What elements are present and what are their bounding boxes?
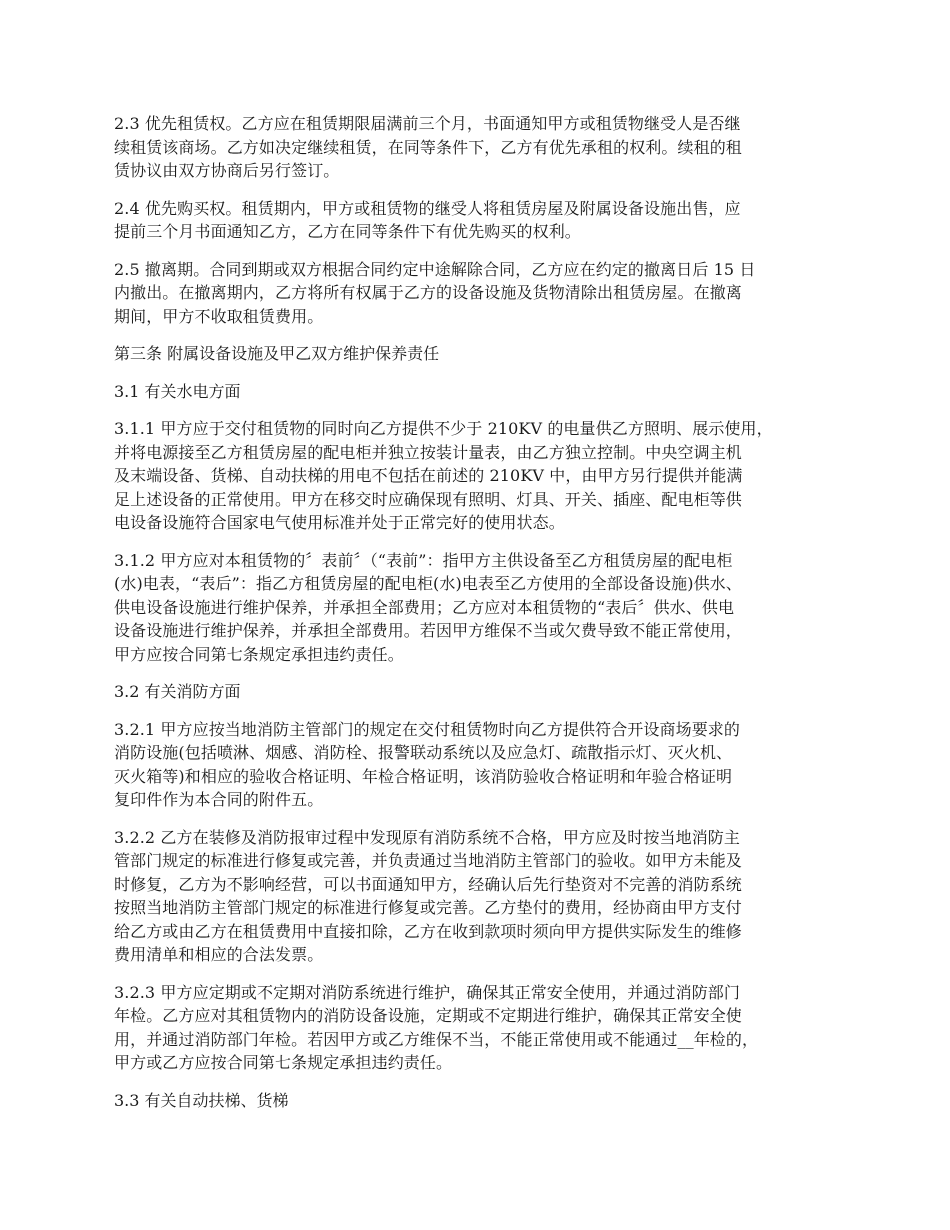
heading-text: 3.2 有关消防方面 [114, 682, 241, 701]
text-line: 2.4 优先购买权。租赁期内，甲方或租赁物的继受人将租赁房屋及附属设备设施出售，应 [114, 198, 741, 218]
paragraph-3-2-1 [114, 718, 854, 812]
text-line: 灭火箱等)和相应的验收合格证明、年检合格证明，该消防验收合格证明和年验合格证明 [114, 766, 733, 786]
text-line: 及末端设备、货梯、自动扶梯的用电不包括在前述的 210KV 中，由甲方另行提供并能满 [114, 466, 743, 485]
subsection-heading-3-2 [114, 680, 854, 704]
paragraph-2-5 [114, 258, 854, 329]
paragraph-3-2-3 [114, 981, 854, 1075]
paragraph-3-2-2 [114, 826, 854, 967]
text-line: 复印件作为本合同的附件五。 [114, 790, 324, 809]
text-line: 时修复，乙方为不影响经营，可以书面通知甲方，经确认后先行垫资对不完善的消防系统 [114, 874, 742, 894]
paragraph-3-1-1 [114, 417, 854, 535]
text-line: 3.2.3 甲方应定期或不定期对消防系统进行维护，确保其正常安全使用，并通过消防部门 [114, 982, 740, 1002]
text-line: 提前三个月书面通知乙方，乙方在同等条件下有优先购买的权利。 [114, 222, 581, 241]
text-line: 甲方或乙方应按合同第七条规定承担违约责任。 [114, 1053, 453, 1072]
heading-text: 3.3 有关自动扶梯、货梯 [114, 1090, 289, 1110]
text-line: 2.5 撤离期。合同到期或双方根据合同约定中途解除合同，乙方应在约定的撤离日后 15 日 [114, 259, 756, 279]
text-line: 甲方应按合同第七条规定承担违约责任。 [114, 644, 404, 664]
text-line: 给乙方或由乙方在租赁费用中直接扣除，乙方在收到款项时须向甲方提供实际发生的维修 [114, 921, 742, 941]
text-line: 设备设施进行维护保养，并承担全部费用。若因甲方维保不当或欠费导致不能正常使用， [114, 621, 742, 640]
text-line: 消防设施(包括喷淋、烟感、消防栓、报警联动系统以及应急灯、疏散指示灯、灭火机、 [114, 743, 733, 762]
text-line: 3.1.1 甲方应于交付租赁物的同时向乙方提供不少于 210KV 的电量供乙方照明、展示使用， [114, 419, 773, 438]
text-line: 年检。乙方应对其租赁物内的消防设备设施，定期或不定期进行维护，确保其正常安全使 [114, 1006, 742, 1025]
text-line: 期间，甲方不收取租赁费用。 [114, 306, 324, 326]
text-line: (水)电表，“表后”：指乙方租赁房屋的配电柜(水)电表至乙方使用的全部设备设施)供水、 [114, 574, 742, 593]
text-line: 续租赁该商场。乙方如决定继续租赁，在同等条件下，乙方有优先承租的权利。续租的租 [114, 137, 742, 157]
paragraph-3-1-2 [114, 549, 854, 667]
text-line: 3.2.2 乙方在装修及消防报审过程中发现原有消防系统不合格，甲方应及时按当地消防主 [114, 827, 740, 847]
text-line: 内撤出。在撤离期内，乙方将所有权属于乙方的设备设施及货物清除出租赁房屋。在撤离 [114, 283, 742, 302]
text-line: 2.3 优先租赁权。乙方应在租赁期限届满前三个月，书面通知甲方或租赁物继受人是否继 [114, 114, 741, 133]
paragraph-2-3 [114, 112, 854, 183]
text-line: 并将电源接至乙方租赁房屋的配电柜并独立按装计量表，由乙方独立控制。中央空调主机 [114, 442, 742, 462]
text-line: 管部门规定的标准进行修复或完善，并负责通过当地消防主管部门的验收。如甲方未能及 [114, 851, 742, 870]
text-line: 赁协议由双方协商后另行签订。 [114, 161, 340, 180]
text-line: 电设备设施符合国家电气使用标准并处于正常完好的使用状态。 [114, 513, 565, 532]
text-line: 费用清单和相应的合法发票。 [114, 945, 324, 964]
text-line: 用，并通过消防部门年检。若因甲方或乙方维保不当，不能正常使用或不能通过__年检的， [114, 1029, 759, 1049]
heading-text: 3.1 有关水电方面 [114, 381, 241, 401]
text-line: 3.2.1 甲方应按当地消防主管部门的规定在交付租赁物时向乙方提供符合开设商场要求的 [114, 719, 740, 739]
text-line: 供电设备设施进行维护保养，并承担全部费用；乙方应对本租赁物的“表后〞供水、供电 [114, 597, 735, 617]
document-page [114, 112, 854, 1126]
text-line: 足上述设备的正常使用。甲方在移交时应确保现有照明、灯具、开关、插座、配电柜等供 [114, 489, 742, 509]
text-line: 按照当地消防主管部门规定的标准进行修复或完善。乙方垫付的费用，经协商由甲方支付 [114, 898, 742, 917]
text-line: 3.1.2 甲方应对本租赁物的〞表前〞（“表前”：指甲方主供设备至乙方租赁房屋的配电柜 [114, 550, 733, 570]
subsection-heading-3-3 [114, 1089, 854, 1113]
subsection-heading-3-1 [114, 380, 854, 404]
paragraph-2-4 [114, 197, 854, 244]
section-heading-article-3 [114, 342, 854, 366]
heading-text: 第三条 附属设备设施及甲乙双方维护保养责任 [114, 344, 440, 363]
